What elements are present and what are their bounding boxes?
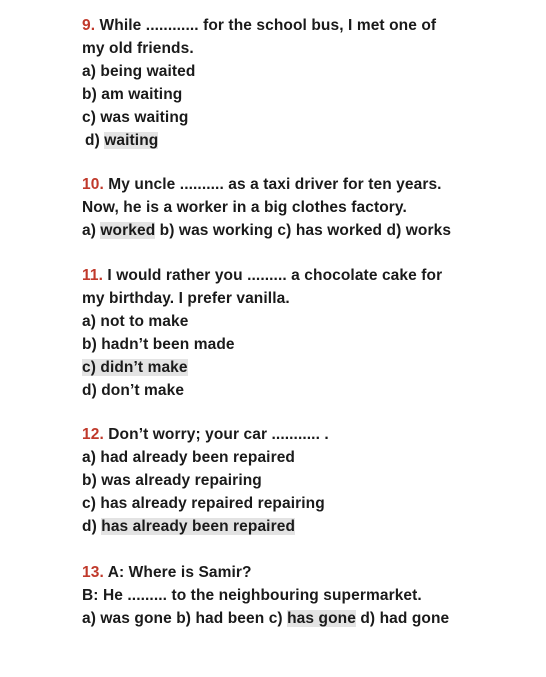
- highlighted-answer: has gone: [287, 610, 356, 627]
- stem-continuation: my birthday. I prefer vanilla.: [82, 290, 290, 307]
- options-row: [82, 607, 522, 630]
- question-11: [82, 264, 522, 402]
- highlighted-answer: waiting: [104, 132, 159, 149]
- option-b: b) hadn’t been made: [82, 336, 235, 353]
- option-a: a) not to make: [82, 313, 189, 330]
- option-d: [82, 129, 522, 152]
- option-d-label: d): [82, 518, 102, 535]
- highlighted-answer: worked: [100, 222, 156, 239]
- stem-continuation: Now, he is a worker in a big clothes factory.: [82, 199, 407, 216]
- stem-text: I would rather you ......... a chocolate cake for: [103, 267, 443, 284]
- option-d: [82, 515, 522, 538]
- highlighted-answer: has already been repaired: [101, 518, 296, 535]
- stem-continuation: my old friends.: [82, 40, 194, 57]
- stem-text: While ............ for the school bus, I met one of: [95, 17, 437, 34]
- highlighted-answer: c) didn’t make: [82, 359, 188, 376]
- stem-continuation: B: He ......... to the neighbouring supermarket.: [82, 587, 422, 604]
- question-stem: [82, 561, 522, 584]
- question-10: [82, 173, 522, 242]
- question-number: 11.: [82, 267, 103, 284]
- question-stem: [82, 173, 522, 196]
- question-stem: [82, 14, 522, 37]
- question-13: [82, 561, 522, 630]
- stem-text: My uncle .......... as a taxi driver for ten years.: [103, 176, 442, 193]
- question-number: 13.: [82, 564, 104, 581]
- option-d: d) don’t make: [82, 382, 185, 399]
- option-a: a) being waited: [82, 63, 196, 80]
- option-b: b) was already repairing: [82, 472, 262, 489]
- stem-text: A: Where is Samir?: [103, 564, 252, 581]
- question-number: 12.: [82, 426, 104, 443]
- option-d-label: d): [85, 132, 105, 149]
- option-c: [82, 356, 522, 379]
- worksheet: [82, 14, 522, 651]
- option-b: b) am waiting: [82, 86, 183, 103]
- question-stem: [82, 423, 522, 446]
- options-before: a) was gone b) had been c): [82, 610, 288, 627]
- question-12: [82, 423, 522, 538]
- option-c: c) was waiting: [82, 109, 189, 126]
- options-row: [82, 219, 522, 242]
- question-stem: [82, 264, 522, 287]
- option-c: c) has already repaired repairing: [82, 495, 325, 512]
- options-after: d) had gone: [355, 610, 450, 627]
- question-number: 10.: [82, 176, 104, 193]
- question-number: 9.: [82, 17, 96, 34]
- other-options: b) was working c) has worked d) works: [155, 222, 452, 239]
- option-a-label: a): [82, 222, 101, 239]
- question-9: [82, 14, 522, 152]
- stem-text: Don’t worry; your car ........... .: [103, 426, 329, 443]
- option-a: a) had already been repaired: [82, 449, 295, 466]
